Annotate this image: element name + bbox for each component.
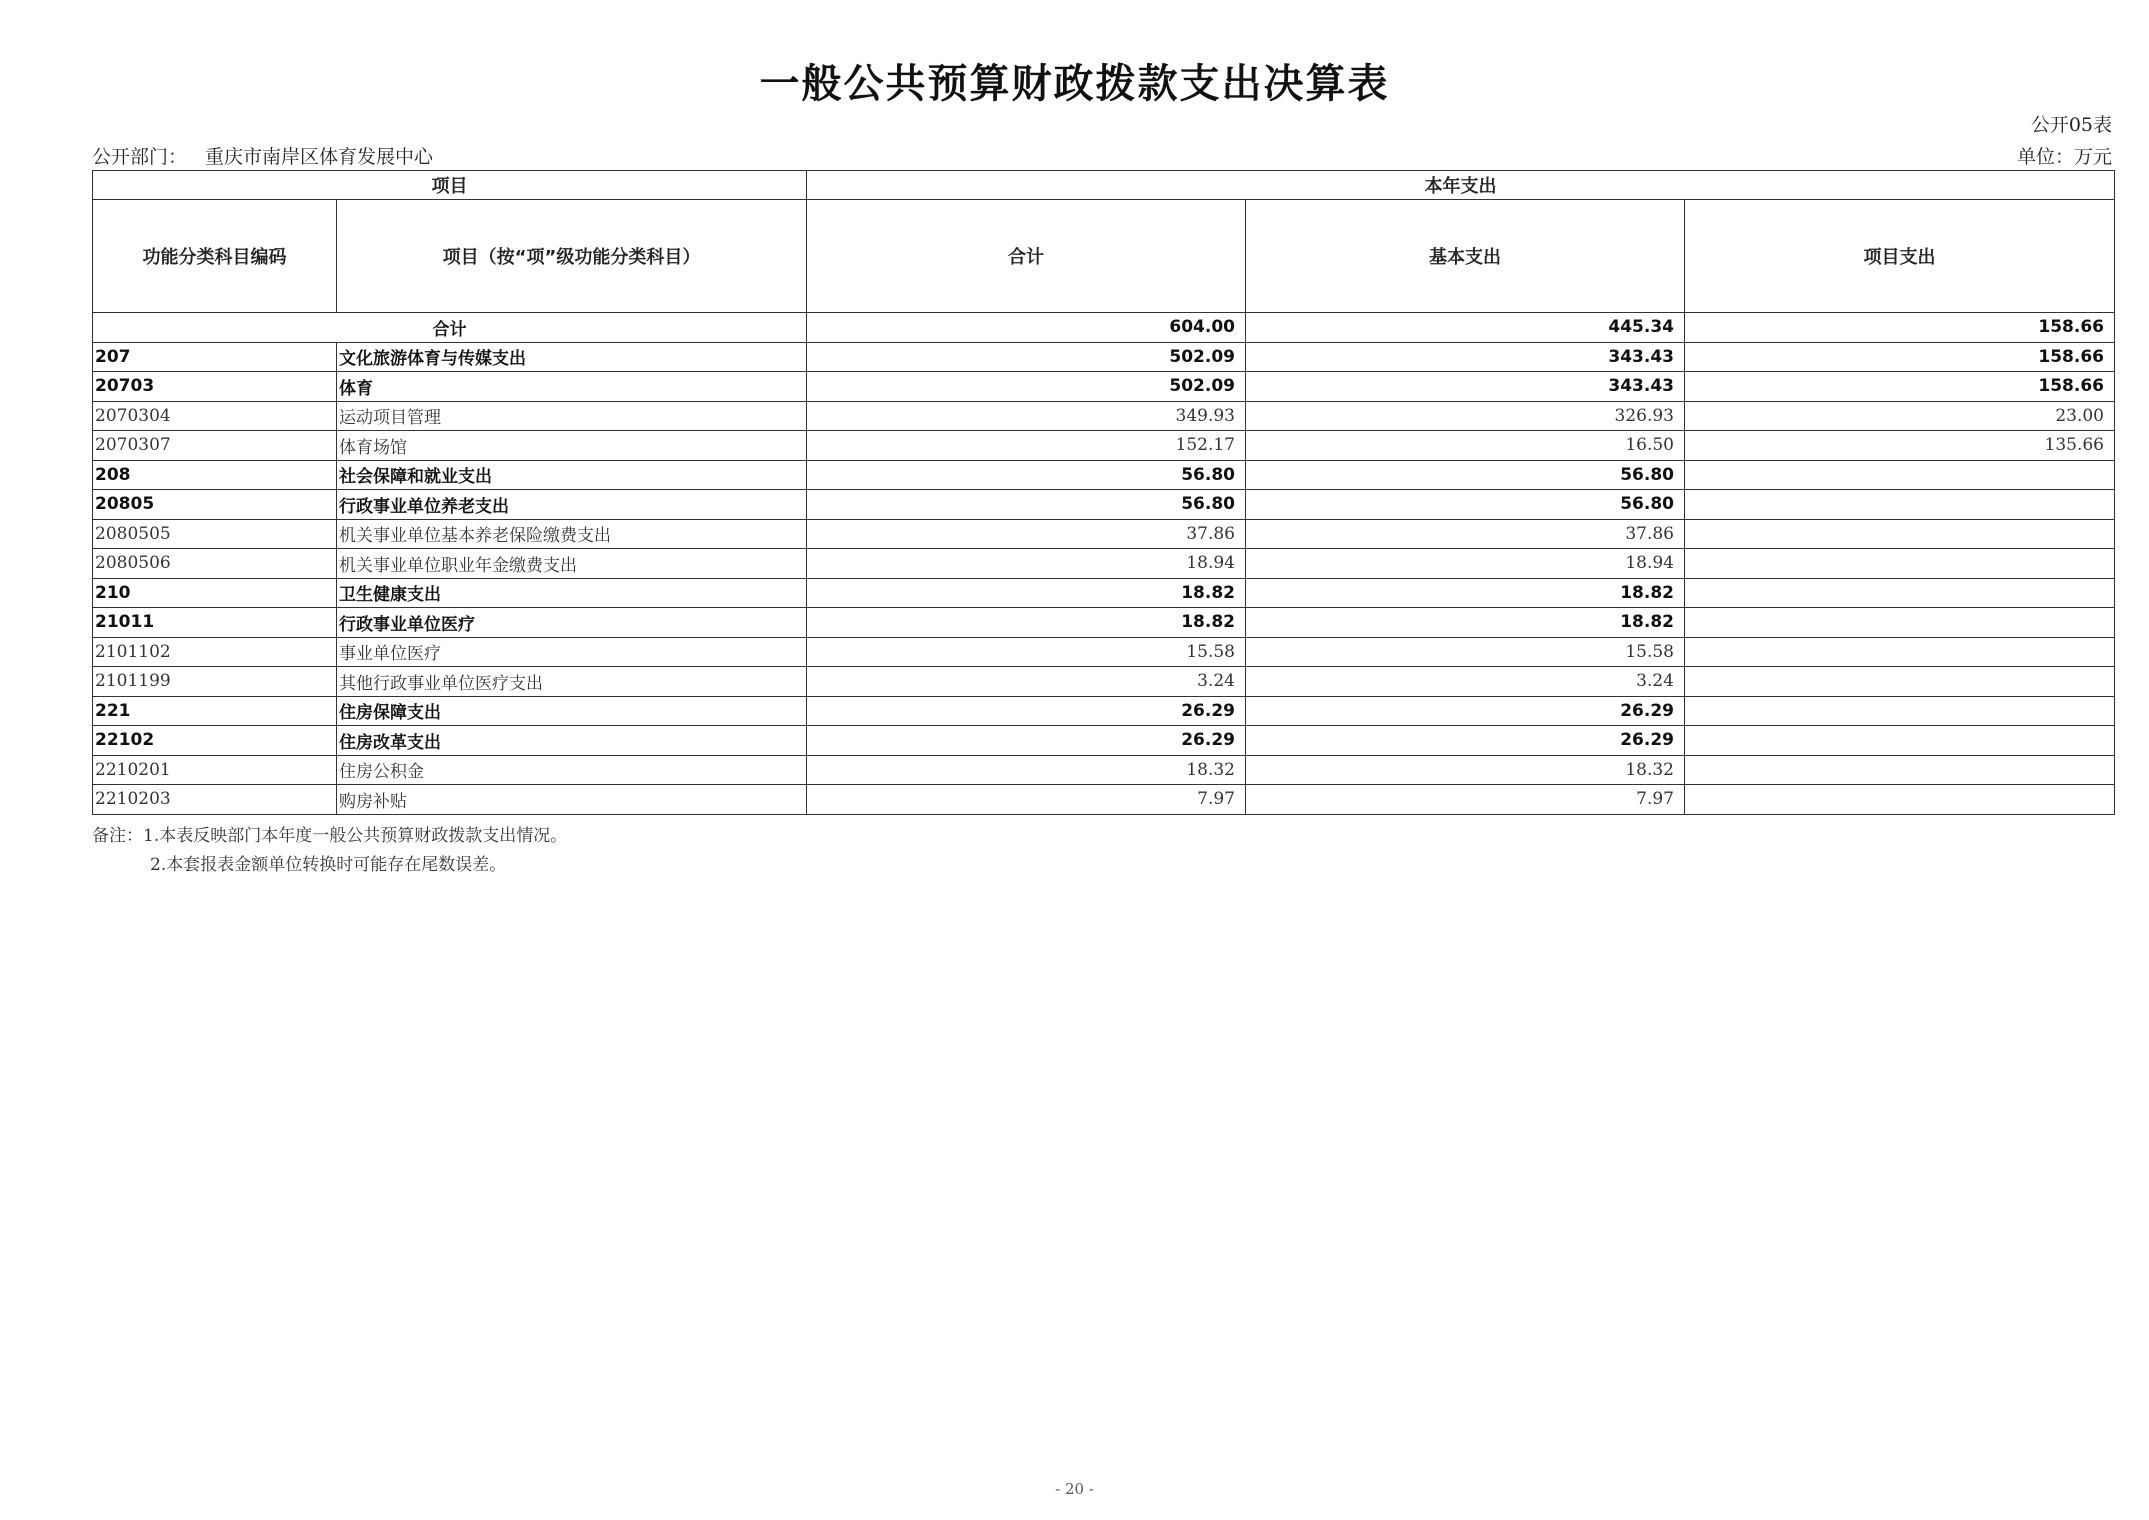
- project-cell: [1685, 549, 2115, 579]
- project-cell: [1685, 785, 2115, 815]
- project-cell: 23.00: [1685, 401, 2115, 431]
- name-column-header: 项目（按“项”级功能分类科目）: [337, 200, 807, 313]
- name-cell: 住房改革支出: [337, 726, 807, 756]
- table-row: [93, 785, 2115, 815]
- table-row: [93, 578, 2115, 608]
- code-cell: 208: [93, 460, 337, 490]
- table-row: [93, 726, 2115, 756]
- code-cell: 2070307: [93, 431, 337, 461]
- project-cell: [1685, 726, 2115, 756]
- page-number: - 20 -: [1055, 1480, 1094, 1498]
- basic-cell: 26.29: [1246, 696, 1685, 726]
- code-cell: 2101102: [93, 637, 337, 667]
- table-row: [93, 342, 2115, 372]
- name-cell: 住房保障支出: [337, 696, 807, 726]
- basic-cell: 343.43: [1246, 372, 1685, 402]
- code-cell: 2080505: [93, 519, 337, 549]
- table-row: [93, 372, 2115, 402]
- total-cell: 3.24: [807, 667, 1246, 697]
- table-row: [93, 549, 2115, 579]
- unit-label: 单位：万元: [2016, 146, 2112, 168]
- name-cell: 运动项目管理: [337, 401, 807, 431]
- project-cell: [1685, 460, 2115, 490]
- total-cell: 18.82: [807, 608, 1246, 638]
- table-row: [93, 637, 2115, 667]
- total-cell: 18.94: [807, 549, 1246, 579]
- basic-cell: 26.29: [1246, 726, 1685, 756]
- project-cell: 158.66: [1685, 372, 2115, 402]
- total-cell: 18.32: [807, 755, 1246, 785]
- project-cell: [1685, 755, 2115, 785]
- total-cell: 56.80: [807, 490, 1246, 520]
- code-column-header: 功能分类科目编码: [93, 200, 337, 313]
- total-cell: 349.93: [807, 401, 1246, 431]
- code-cell: 2210201: [93, 755, 337, 785]
- table-row: [93, 431, 2115, 461]
- department-value: 重庆市南岸区体育发展中心: [205, 146, 434, 168]
- table-row: [93, 667, 2115, 697]
- total-total-cell: 604.00: [807, 313, 1246, 343]
- basic-cell: 3.24: [1246, 667, 1685, 697]
- code-cell: 2210203: [93, 785, 337, 815]
- code-cell: 20703: [93, 372, 337, 402]
- basic-cell: 15.58: [1246, 637, 1685, 667]
- column-header-row: [93, 200, 2115, 313]
- total-basic-cell: 445.34: [1246, 313, 1685, 343]
- name-cell: 机关事业单位职业年金缴费支出: [337, 549, 807, 579]
- name-cell: 其他行政事业单位医疗支出: [337, 667, 807, 697]
- total-cell: 502.09: [807, 372, 1246, 402]
- basic-column-header: 基本支出: [1246, 200, 1685, 313]
- basic-cell: 343.43: [1246, 342, 1685, 372]
- total-cell: 502.09: [807, 342, 1246, 372]
- name-cell: 行政事业单位养老支出: [337, 490, 807, 520]
- name-cell: 住房公积金: [337, 755, 807, 785]
- expenditure-table: [92, 170, 2115, 815]
- project-cell: [1685, 667, 2115, 697]
- project-cell: [1685, 578, 2115, 608]
- table-row: [93, 608, 2115, 638]
- name-cell: 行政事业单位医疗: [337, 608, 807, 638]
- basic-cell: 326.93: [1246, 401, 1685, 431]
- project-cell: [1685, 696, 2115, 726]
- total-cell: 26.29: [807, 726, 1246, 756]
- note-line-2: 2.本套报表金额单位转换时可能存在尾数误差。: [150, 855, 507, 875]
- expense-group-header: 本年支出: [807, 171, 2115, 200]
- total-cell: 15.58: [807, 637, 1246, 667]
- code-cell: 207: [93, 342, 337, 372]
- total-cell: 26.29: [807, 696, 1246, 726]
- project-column-header: 项目支出: [1685, 200, 2115, 313]
- code-cell: 2070304: [93, 401, 337, 431]
- total-project-cell: 158.66: [1685, 313, 2115, 343]
- project-cell: 135.66: [1685, 431, 2115, 461]
- notes: [92, 822, 567, 880]
- project-cell: [1685, 519, 2115, 549]
- basic-cell: 37.86: [1246, 519, 1685, 549]
- form-number: 公开05表: [2030, 114, 2112, 136]
- project-cell: [1685, 490, 2115, 520]
- table-row: [93, 401, 2115, 431]
- code-cell: 221: [93, 696, 337, 726]
- code-cell: 22102: [93, 726, 337, 756]
- item-group-header: 项目: [93, 171, 807, 200]
- name-cell: 体育: [337, 372, 807, 402]
- page-title: 一般公共预算财政拨款支出决算表: [759, 61, 1390, 107]
- basic-cell: 7.97: [1246, 785, 1685, 815]
- table-row: [93, 519, 2115, 549]
- basic-cell: 18.82: [1246, 578, 1685, 608]
- name-cell: 卫生健康支出: [337, 578, 807, 608]
- basic-cell: 16.50: [1246, 431, 1685, 461]
- name-cell: 文化旅游体育与传媒支出: [337, 342, 807, 372]
- total-label: 合计: [93, 313, 807, 343]
- project-cell: [1685, 637, 2115, 667]
- basic-cell: 56.80: [1246, 460, 1685, 490]
- table-row: [93, 696, 2115, 726]
- code-cell: 2101199: [93, 667, 337, 697]
- total-cell: 56.80: [807, 460, 1246, 490]
- department-label: 公开部门：: [92, 146, 188, 168]
- name-cell: 事业单位医疗: [337, 637, 807, 667]
- code-cell: 21011: [93, 608, 337, 638]
- note-line-1: 备注：1.本表反映部门本年度一般公共预算财政拨款支出情况。: [92, 826, 568, 846]
- table-row: [93, 490, 2115, 520]
- total-cell: 37.86: [807, 519, 1246, 549]
- code-cell: 2080506: [93, 549, 337, 579]
- name-cell: 购房补贴: [337, 785, 807, 815]
- total-cell: 18.82: [807, 578, 1246, 608]
- table-row: [93, 460, 2115, 490]
- basic-cell: 56.80: [1246, 490, 1685, 520]
- basic-cell: 18.82: [1246, 608, 1685, 638]
- department-line: [92, 142, 433, 169]
- project-cell: [1685, 608, 2115, 638]
- name-cell: 社会保障和就业支出: [337, 460, 807, 490]
- table-row: [93, 755, 2115, 785]
- basic-cell: 18.32: [1246, 755, 1685, 785]
- group-header-row: [93, 171, 2115, 200]
- name-cell: 机关事业单位基本养老保险缴费支出: [337, 519, 807, 549]
- total-cell: 7.97: [807, 785, 1246, 815]
- project-cell: 158.66: [1685, 342, 2115, 372]
- total-column-header: 合计: [807, 200, 1246, 313]
- code-cell: 210: [93, 578, 337, 608]
- code-cell: 20805: [93, 490, 337, 520]
- basic-cell: 18.94: [1246, 549, 1685, 579]
- total-cell: 152.17: [807, 431, 1246, 461]
- total-row: [93, 313, 2115, 343]
- name-cell: 体育场馆: [337, 431, 807, 461]
